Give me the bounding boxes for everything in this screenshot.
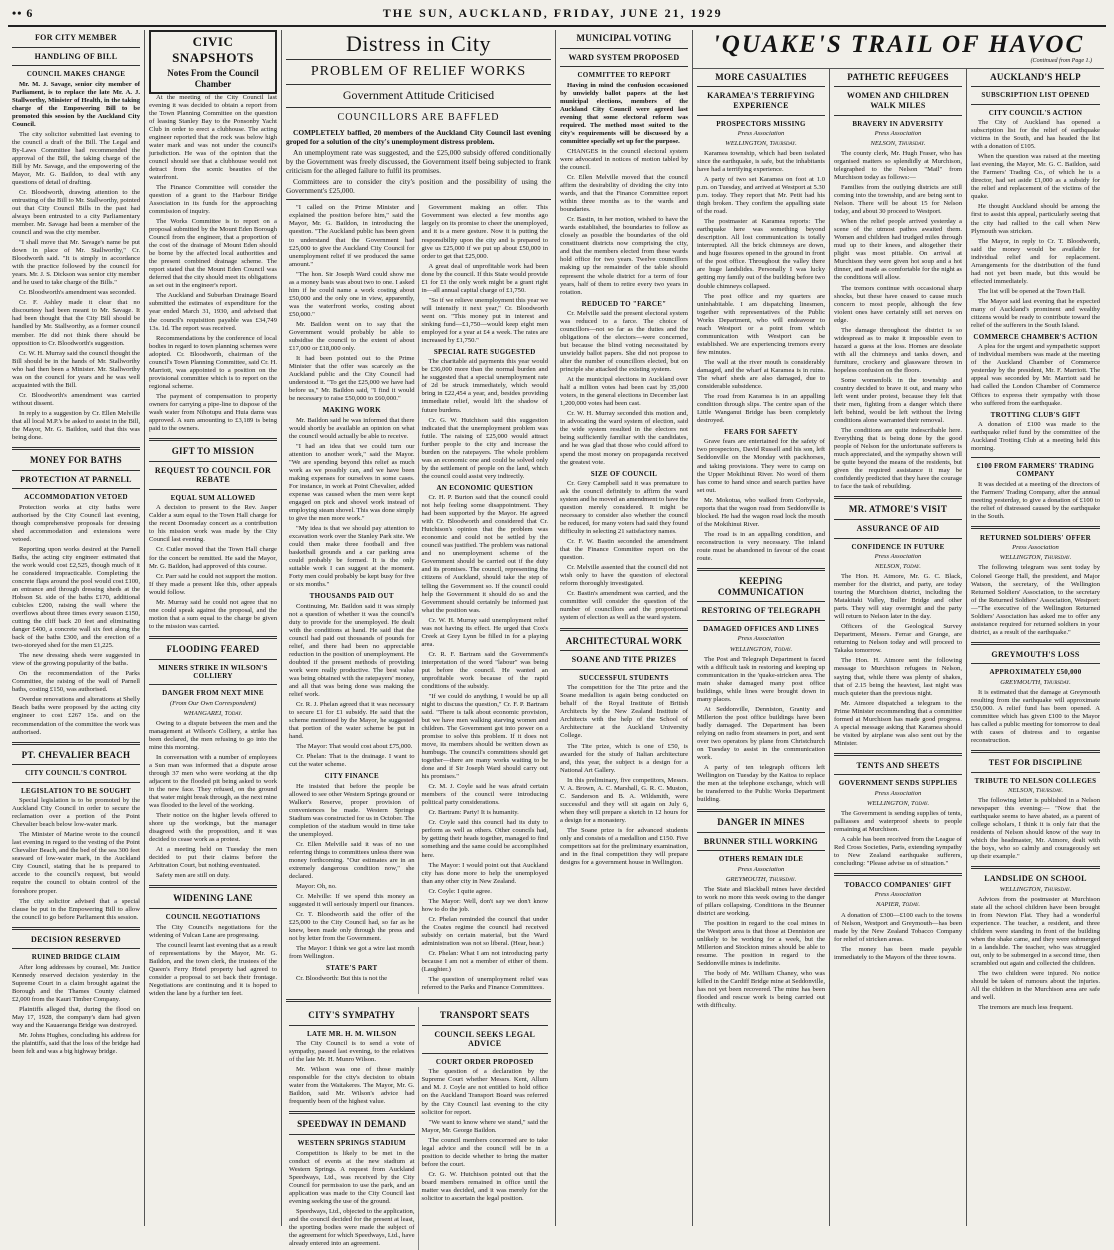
headline-decision-reserved: DECISION RESERVED xyxy=(31,934,121,944)
column-aucklands-help xyxy=(967,69,1104,1226)
article-paragraph: Cr. Ellen Melville said it was of no use referring things to committees unless there was money forthcoming. "Our estimates are in an extremely dangerous condition now," she declared. xyxy=(289,840,415,880)
subhead-accommodation: ACCOMMODATION VETOED xyxy=(24,493,128,502)
article-paragraph: Grave fears are entertained for the safety of two prospectors, David Russell and his son, left Seddonville on the Monday with packhorses, and taking provisions. They were to camp on the Upper Mokihinui River. No word of them has come to hand since and search parties have set out. xyxy=(697,438,825,494)
quake-section xyxy=(693,30,1104,1226)
article-paragraph: The question of a declaration by the Supreme Court whether Messrs. Kent, Allum and M. J. Coyle are not entitled to hold office on the Auckland Transport Board was referred by the City Council last evening to the city solicitor for report. xyxy=(421,1068,548,1116)
article-paragraph: Protection works at city baths were authorised by the City Council last evening, though comprehensive proposals for dressing shed accommodation and extensions were vetoed. xyxy=(12,503,140,543)
crosshead: SPECIAL RATE SUGGESTED xyxy=(433,347,536,356)
article-paragraph: Mr. Wilson was one of those mainly responsible for the city's decision to obtain water from the Waitakeres. The Mayor, Mr. G. Baildon, said Mr. Wilson's advice had frequently been of the highest value. xyxy=(289,1066,415,1106)
article-paragraph: "So if we relieve unemployment this year we will intensify it next year," Cr. Bloodworth went on. "This money put in interest and sinking fund—£1,750—would keep eight men employed for a year at £4 a week. The rates are increased by £1,750." xyxy=(421,296,548,344)
headline-quake-trail: 'QUAKE'S TRAIL OF HAVOC xyxy=(712,31,1085,58)
article-lead: COMPLETELY baffled, 20 members of the Auckland City Council last evening groped for a solution of the city's unemployment distress problem. xyxy=(286,128,551,147)
article-paragraph: "If we could do anything, I would be up all night to discuss the question," Cr. F. P. Bartram said. "There is talk about economic provision, but we have men walking starving women and children. The Government got into power on a promise to solve this problem. If it does not move, its members should be written down as humbugs. The council's committees should get together—there are many works waiting to be done and if Sir Joseph Ward should carry out his promises." xyxy=(421,692,548,781)
article-paragraph: "My idea is that we should pay attention to excavation work over the Stanley Park site. We could then make three football and five basketball grounds and a car parking area could probably be formed. It is the only suitable work I can suggest at the moment. Forty men could probably be kept busy for five or six months." xyxy=(289,524,415,589)
article-paragraph: A party of two set Karamea on foot at 1.0 p.m. on Tuesday, and arrived at Westport at 5.30 p.m. today. They report that Mr. Petit had his thigh broken. They confirm the appalling state of the road. xyxy=(697,176,825,216)
crosshead: THOUSANDS PAID OUT xyxy=(309,592,394,601)
article-paragraph: He insisted that before the people be allowed to see other Western Springs ground or Walker's Reserve, proper provision of conveniences be made. Western Springs Stadium was constructed for us in October. The completion of the stadium would in time take the unemployed. xyxy=(289,782,415,838)
crosshead: REDUCED TO "FARCE" xyxy=(581,299,667,308)
subhead-councillors-baffled: COUNCILLORS ARE BAFFLED xyxy=(337,111,500,123)
subhead-telegraph: RESTORING OF TELEGRAPH xyxy=(701,606,821,616)
article-paragraph: A donation of £100 was made to the earthquake relief fund by the committee of the Auckland Trotting Club at a meeting held this morning. xyxy=(971,420,1100,453)
article-paragraph: The tremors continue with occasional sharp shocks, but these have ceased to cause much concern to most people, although the few violent ones have certainly still set nerves on edge. xyxy=(834,284,962,324)
column-municipal-voting xyxy=(556,30,693,1226)
article-paragraph: A donation of £300—£100 each to the towns of Nelson, Westport and Greymouth—has been made by the New Zealand Tobacco Company for relief of stricken areas. xyxy=(834,911,962,943)
civic-snapshots-box xyxy=(149,30,277,94)
masthead xyxy=(8,6,1106,27)
article-paragraph: "I had an idea that we could turn our attention to another work," said the Mayor. "We are spending beyond this relief as much work as we possibly can, and we have been making expenses for ourselves in some cases. For instance, in work at Point Chevalier, added expense was caused when the men were kept engaged on pick and shovel work instead of employing steam shovel. This was done simply to give the men more work." xyxy=(289,442,415,522)
article-paragraph: Cr. R. F. Bartram said the Government's interpretation of the word "labour" was being put before the council. He wanted an unprofitable work because of the rapid conditions of the subsidy. xyxy=(421,650,548,690)
article-paragraph: The city solicitor advised that a special clause be put in the Empowering Bill to allow the council to go before Parliament this session. xyxy=(12,897,140,921)
subhead-nelson-colleges: TRIBUTE TO NELSON COLLEGES xyxy=(974,776,1097,785)
headline-pathetic-refugees: PATHETIC REFUGEES xyxy=(847,71,949,82)
article-paragraph: Some womenfolk in the township and country decided to brave it out, and many who left went under protest, because they felt that their men, fighting from a danger which there left behind, would be left without the living conditions alone warranted their removal. xyxy=(834,376,962,424)
article-paragraph: A cable has been received from the League of Red Cross Societies, Paris, extending sympathy to New Zealand earthquake sufferers, concluding: "Please advise us of situation." xyxy=(834,835,962,868)
headline-farmers-trading: £100 FROM FARMERS' TRADING COMPANY xyxy=(976,462,1095,479)
subhead-city-control: CITY COUNCIL'S CONTROL xyxy=(25,769,127,778)
article-paragraph: The council members concerned are to take legal advice and the council will be in a position to decide whether to bring the matter before the court. xyxy=(421,1136,548,1168)
article-paragraph: On the recommendation of the Parks Committee, the raising of the wall of Parnell baths, costing £150, was authorised. xyxy=(12,670,140,694)
headline-danger-mines: DANGER IN MINES xyxy=(717,817,805,828)
subhead-council-change: COUNCIL MAKES CHANGE xyxy=(26,70,126,79)
headline-returned-soldiers: RETURNED SOLDIERS' OFFER xyxy=(979,534,1092,543)
subhead-relief-works: PROBLEM OF RELIEF WORKS xyxy=(310,64,527,80)
article-paragraph: The Mayor: I think we got a wire last month from Wellington. xyxy=(289,945,415,961)
article-paragraph: Cr. Bloodworth's amendment was seconded. xyxy=(19,289,136,297)
dateline: NELSON, Thursday. xyxy=(1007,786,1064,794)
article-paragraph: Cr. F. W. Bastin seconded the amendment that the Finance Committee report on the question. xyxy=(560,538,688,562)
article-paragraph: The Soane prize is for advanced students only and consists of a medallion and £150. Five competitors sat for the preliminary examination, and in the final competition they will prepare designs for a government house in Wellington. xyxy=(560,826,688,866)
article-paragraph: The Mayor said last evening that he expected many of Auckland's prominent and wealthy citizens would be ready to contribute toward the relief of the sufferers in the South Island. xyxy=(971,297,1100,329)
crosshead: AN ECONOMIC QUESTION xyxy=(436,483,534,492)
article-paragraph: The question of unemployment relief was referred to the Parks and Finance Committees. xyxy=(421,975,548,991)
article-paragraph: The money has been made payable immediately to the Mayors of the three towns. xyxy=(834,945,962,961)
article-paragraph: The Tite prize, which is one of £50, is awarded for the study of Italian architecture and, this year, the subject is a design for a National Art Gallery. xyxy=(560,742,688,774)
headline-landslide-school: LANDSLIDE ON SCHOOL xyxy=(984,874,1087,884)
subhead-miners-strike: MINERS STRIKE IN WILSON'S COLLIERY xyxy=(158,663,268,680)
headline-city-member: FOR CITY MEMBER xyxy=(35,33,117,42)
article-paragraph: Reporting upon works desired at the Parnell Baths, the acting city engineer estimated that the work would cost £2,525, though much of it he considered impracticable. Completing the concrete flaps around the pool would cost £100, an entrance and through dressing sheds at the Hobson St. side of the baths £170, additional cubicles £200, raising the wall where the overflows about three times every season £150, cutting the cliff back 20 feet and eliminating danger £400, a concrete wall six feet along the back of the baths £300, and the erection of a two-storeyed shed for the men £1,225. xyxy=(12,545,140,650)
headline-speedway: SPEEDWAY IN DEMAND xyxy=(297,1119,407,1130)
article-paragraph: The list will be opened at the Town Hall. xyxy=(978,287,1086,295)
article-paragraph: When the relief people arrived yesterday a scene of the utmost pathos awaited them. Women and children had trudged miles through mud up to their knees, and altogether their plight was most pitiable. On arrival at Murchison they were given hot soup and a hot dinner, and made as comfortable for the night as the conditions will allow. xyxy=(834,218,962,282)
article-paragraph: Mr. Johns Hughes, concluding his address for the plaintiffs, said that the loss of the bridge had been felt and was a big highway bridge. xyxy=(12,1031,140,1055)
sympathy-article xyxy=(286,1007,419,1250)
crosshead: STATE'S PART xyxy=(326,964,378,973)
headline-more-casualties: MORE CASUALTIES xyxy=(715,71,807,82)
continued-note: (Continued from Page 1.) xyxy=(1030,58,1092,65)
subhead-equal-sum: EQUAL SUM ALLOWED xyxy=(170,493,256,502)
article-paragraph: He thought Auckland should be among the first to assist this appeal, particularly seeing that the city had rallied to the call when New Plymouth was stricken. xyxy=(971,203,1100,235)
article-paragraph: The county clerk, Mr. Hugh Fraser, who has organised matters so splendidly at Murchison, telegraphed to the Nelson "Mail" from Murchison today as follows:— xyxy=(834,150,962,182)
article-paragraph: Officers of the Geological Survey Department, Messrs. Ferrar and Grange, are returning to Nelson today and will proceed to Takaka tomorrow. xyxy=(834,623,962,655)
headline-pt-chevalier: PT. CHEVALIER BEACH xyxy=(21,749,131,760)
headline-keeping-communication: KEEPING COMMUNICATION xyxy=(717,575,805,597)
article-paragraph: The position in regard to the coal mines in the Westport area is that those at Denniston are unlikely to be working for a week, but the Millerton and Stockton mines should be able to resume. The position in regard to the Seddonville mines is indefinite. xyxy=(697,920,825,968)
dateline: GREYMOUTH, Thursday. xyxy=(1000,678,1071,686)
article-paragraph: Cr. Bloodworth's amendment was carried without dissent. xyxy=(12,391,140,407)
article-paragraph: "I shall move that Mr. Savage's name be put down in place of Mr. Stallworthy," Cr. Bloodworth said. "It is simply in accordance with the practice followed by the council for years. Mr. J. S. Dickson was senior city member and he used to take charge of the Bills." xyxy=(12,239,140,287)
article-paragraph: "The hon. Sir Joseph Ward could show me as a money basis was about two to one. I asked him if he could name a work costing about £50,000 and the only one in view, apparently, was the waterfront works, costing about £50,000." xyxy=(289,270,415,318)
article-paragraph: Cr. T. Bloodworth said the offer of the £25,000 to the City Council had, so far as he knew, been made only through the press and not by letter from the Government. xyxy=(289,911,415,943)
headline-greymouth-loss: GREYMOUTH'S LOSS xyxy=(991,649,1080,659)
article-paragraph: The Mayor: That would cost about £75,000. xyxy=(296,743,413,751)
distress-right-column xyxy=(419,204,552,994)
article-paragraph: The two children were injured. No notice should be taken of rumours about the injuries. All the children in the Murchison area are safe and well. xyxy=(971,970,1100,1002)
article-paragraph: At the meeting of the City Council last evening it was decided to obtain a report from the Town Planning Committee on the question of leasing Stanley Bay to the Ponsonby Yacht Club in order to erect a clubhouse. The acting engineer reported that the rock was below high water mark and was not under the council's jurisdiction. He was of the opinion that the council should see that a clubhouse would not detract from the scenic beauties of the waterfront. xyxy=(149,93,277,181)
article-paragraph: When the question was raised at the meeting last evening, the Mayor, Mr. G. C. Baildon, said the Farmers' Trading Co., of which he is a director, had set aside £1,000 as a subsidy for the relief and replacement of the victims of the quake. xyxy=(971,153,1100,201)
article-paragraph: A decision to present to the Rev. Jasper Calder a sum equal to the Town Hall charge for the recent Doomsday concert as a contribution to his mission work was made by the City Council last evening. xyxy=(149,504,277,544)
byline: Press Association xyxy=(874,789,922,797)
article-paragraph: Cr. Melville assented that the council did not wish only to have the question of electoral reform thoroughly investigated. xyxy=(560,564,688,588)
subhead-handling-bill: HANDLING OF BILL xyxy=(34,51,118,61)
article-paragraph: The post office and my quarters are uninhabitable. I am dispatching linesmen, together with representatives of the Public Works Department, who will endeavour to reach Westport or a point from which communication with Westport can be established. We are experiencing tremors every few minutes. xyxy=(697,292,825,356)
article-paragraph: A plea for the urgent and sympathetic support of individual members was made at the meeting of the Auckland Chamber of Commerce yesterday by the president, Mr. F. Marriott. The appeal was seconded by Mr. Marriott said he had called the London Chamber of Commerce Offices to express their sympathy with those who suffered from the earthquake. xyxy=(971,343,1100,407)
subhead-government-supplies: GOVERNMENT SENDS SUPPLIES xyxy=(838,779,958,788)
article-paragraph: Cr. Coyle said this council had its duty to perform as well as others. Other councils had, by getting their heads together, managed to find something and the same could be accomplished here. xyxy=(421,819,548,859)
article-paragraph: The payment of compensation to property owners for carrying a pipe-line to dispose of the wash water from Nihotupu and Huia dams was approved. A sum amounting to £3,189 is being paid to the owners. xyxy=(149,392,277,432)
subhead-government-attitude: Government Attitude Criticised xyxy=(342,88,495,103)
dateline: WELLINGTON, Thursday. xyxy=(725,139,797,147)
byline: Press Association xyxy=(737,129,785,137)
headline-atmore-visit: MR. ATMORE'S VISIT xyxy=(848,504,948,515)
article-paragraph: After long addresses by counsel, Mr. Justice Kennedy reserved decision yesterday in the Supreme Court in a claim brought against the Borough and the Thames County claimed £2,000 from the Kauri Timber Company. xyxy=(12,963,140,1003)
article-paragraph: In conversation with a number of employees a Sun man was informed that a dispute arose through 37 men who were working at the dip adjacent to the flooded pit being asked to work in the new face. They refused, on the ground that water might break through, as the next mine was flooded to the level of the working. xyxy=(149,753,277,810)
article-paragraph: Cr. Melville: If we spend this money as suggested it will seriously imperil our finances. xyxy=(289,893,415,909)
article-paragraph: Owing to a dispute between the men and the management at Wilson's Colliery, a strike has been declared, the men refusing to go into the mine this morning. xyxy=(149,719,277,751)
article-paragraph: "I called on the Prime Minister and explained the position before him," said the Mayor, Mr. G. Baildon, in introducing the question. "The Auckland public has been given to understand that the Government had £25,000 to give the Auckland City Council for unemployment relief if we produced the same amount." xyxy=(289,204,415,268)
article-paragraph: The Mayor, in reply to Cr. T. Bloodworth, said the money would be available for individual relief and for replacement. Arrangements for the distribution of the fund had not yet been made, but this would be effected immediately. xyxy=(971,237,1100,285)
byline: Press Association xyxy=(874,553,922,561)
subhead-bridge-claim: RUINED BRIDGE CLAIM xyxy=(31,953,121,962)
article-paragraph: Cr. Coyle: I quite agree. xyxy=(428,887,492,895)
article-paragraph: Cr. W. H. Murray said unemployment relief was not having its effect. He urged that Cox's Creek at Grey Lynn be filled in for a playing area. xyxy=(421,616,548,648)
article-paragraph: Cr. Bloodworth, drawing attention to the entrusting of the Bill to Mr. Stallworthy, pointed out that City Council Bills in the past had always been entrusted to a city Parliamentary member. Mr. Savage had been a member of the council and was the city member. xyxy=(12,188,140,237)
headline-architectural: ARCHITECTURAL WORK xyxy=(565,635,683,646)
article-paragraph: Karamea township, which had been isolated since the earthquake, is safe, but the inhabitants have had a terrifying experience. xyxy=(697,150,825,174)
article-paragraph: The postmaster at Karamea reports: The earthquake here was something beyond description. All lost communication is totally interrupted. All the brick chimneys are down, and huge fissures opened in the ground in front of the post office. Throughout the valley there are huge landslides. Personally I was lucky getting my family out of the building before two double chimneys collapsed. xyxy=(697,218,825,290)
distress-left-column xyxy=(286,204,419,994)
article-paragraph: Mayor: Oh, no. xyxy=(296,882,337,890)
article-paragraph: Cr. Parr said he could not support the motion. If they made a present like this, other appeals would follow. xyxy=(149,572,277,596)
subhead-committee-report: COMMITTEE TO REPORT xyxy=(577,71,671,80)
article-paragraph: Advices from the postmaster at Murchison state all the school children have been brought in from Newton Flat. They had a wonderful experience. The teacher, a resident, and three children were standing in front of the building when the shake came, and they were submerged in a landslide. The teacher, who was struggled out, only to be submerged in a second time, then scrambled out again and collected the children. xyxy=(971,895,1100,968)
article-paragraph: Families from the outlying districts are still coming into the township, and are being sent to Nelson. There will be about 15 for Nelson today, and about 30 proceed to Westport. xyxy=(834,184,962,216)
column-pathetic-refugees xyxy=(830,69,967,1226)
headline-tobacco-gift: TOBACCO COMPANIES' GIFT xyxy=(844,881,952,890)
article-paragraph: Cr. Melville said the present electoral system was reduced to a farce. The choice of councillors—not so far as the duties and the obligations of the electors—were concerned, but because the blind voting necessitated by unwieldy ballot papers. She did not propose to alter the number of councillors elected, but on principle she attacked the existing system. xyxy=(560,309,688,374)
transport-article xyxy=(419,1007,552,1250)
crosshead: TROTTING CLUB'S GIFT xyxy=(990,410,1081,419)
subhead-brunner: BRUNNER STILL WORKING xyxy=(703,836,819,846)
article-paragraph: The damage throughout the district is so widespread as to make it impossible even to hazard a guess at the loss. Homes are desolate with all the chimneys and tanks down, and furniture, crockery and glassware thrown in hopeless confusion on the floors. xyxy=(834,326,962,374)
byline: Press Association xyxy=(737,635,785,643)
civic-snapshots-subtitle: Notes From the Council Chamber xyxy=(167,67,259,89)
article-paragraph: Mr. Baildon said he was informed that there would shortly be available an opinion on what the council would actually be able to receive. xyxy=(289,416,415,440)
column-civic-snapshots xyxy=(145,30,282,1226)
article-paragraph: It was decided at a meeting of the directors of the Farmers' Trading Company, after the annual meeting yesterday, to give a donation of £100 to the relief of distressed caused by the earthquake in the South. xyxy=(971,480,1100,520)
dateline: WELLINGTON, Thursday. xyxy=(999,554,1072,562)
subhead-legal-advice: COUNCIL SEEKS LEGAL ADVICE xyxy=(434,1029,536,1049)
article-paragraph: Cr. R. J. Phelan agreed that it was necessary to secure £1 for £1 subsidy. He said that the scheme mentioned by the Mayor, he suggested that portion of the water scheme be put in hand. xyxy=(289,700,415,741)
subhead-bravery: BRAVERY IN ADVERSITY xyxy=(852,119,944,128)
subhead-women-children: WOMEN AND CHILDREN WALK MILES xyxy=(846,91,950,110)
article-paragraph: The Government is sending supplies of tents, palliasses and waterproof sheets to people remaining at Murchison. xyxy=(834,809,962,833)
article-paragraph: Recommendations by the conference of local bodies in regard to town planning schemes were adopted. Cr. Bloodworth, chairman of the council's Town Planning Committee, said Cr. H. Marriott, was appointed to a position on the provisional committee which is to report on the regional scheme. xyxy=(149,334,277,390)
headline-flooding: FLOODING FEARED xyxy=(166,643,260,654)
article-paragraph: The City Council's negotiations for the widening of Vulcan Lane are progressing. xyxy=(149,923,277,939)
article-paragraph: The following telegram was sent today by Colonel George Hall, the president, and Major Watson, the secretary, of the Wellington Returned Soldiers' Association, to the secretary of the Returned Soldiers' Association, Westport:—"The executive of the Wellington Returned Soldiers' Association has asked me to offer any assistance required for returned soldiers in your district, as a result of the earthquake." xyxy=(971,564,1100,636)
byline: (From Our Own Correspondent) xyxy=(169,699,257,707)
article-paragraph: Committees are to consider the city's position and the possibility of using the Government's £25,000. xyxy=(286,177,551,196)
byline: Press Association xyxy=(1012,544,1059,552)
subhead-court-order: COURT ORDER PROPOSED xyxy=(435,1058,534,1066)
article-paragraph: A great deal of unprofitable work had been done by the council. If this State would provide £1 for £1 the only work might be a grant right in—all annual capital charge of £1,750. xyxy=(421,262,548,294)
article-paragraph: Cr. W. H. Murray seconded this motion and, in advocating the ward system of election, said the wide system resulted in the electors not being sufficiently familiar with the candidates, and he was glad that those who could afford to spend the most money on propaganda received the greatest vote. xyxy=(560,410,688,466)
article-paragraph: The new dressing sheds were suggested in view of the growing popularity of the baths. xyxy=(12,652,140,668)
article-paragraph: Cr. Cutler moved that the Town Hall charge for the concert be remitted. He said the Mayor, Mr. G. Baildon, had approved of this course. xyxy=(149,546,277,570)
article-paragraph: Cr. M. J. Coyle said he was afraid certain members of the council were introducing political party considerations. xyxy=(421,783,548,807)
column-city-member xyxy=(8,30,145,1226)
article-paragraph: The wall at the river mouth is considerably damaged, and the wharf at Karamea is in ruins. The wharf sheds are also damaged, due to considerable subsidence. xyxy=(697,358,825,390)
crosshead: SIZE OF COUNCIL xyxy=(590,469,658,478)
article-paragraph: It had been pointed out to the Prime Minister that the offer was scarcely as the Auckland public and the City Council had understood it. "To get the £25,000 we have had before us," Mr. Baildon said, "I find it would be necessary to raise £50,000 to £60,000." xyxy=(289,354,415,403)
article-paragraph: The road is in an appalling condition, and reconstruction is very necessary. The inland route must be abandoned in favour of the coast route. xyxy=(697,530,825,562)
headline-city-sympathy: CITY'S SYMPATHY xyxy=(308,1010,396,1021)
article-paragraph: The Finance Committee will consider the question of a grant to the Harbour Bridge Association in its funds for the approaching commission of inquiry. xyxy=(149,184,277,216)
article-paragraph: In reply to a suggestion by Cr. Ellen Melville that all local M.P.'s be asked to assist in the Bill, the Mayor, Mr. G. Baildon, said that this was being done. xyxy=(12,409,140,441)
article-paragraph: Cr. W. H. Murray said the council thought the Bill should be in the hands of Mr. Stallworthy who had then been a Minister. Mr. Stallworthy was on the council for years and he was well acquainted with the Bill. xyxy=(12,349,140,389)
subhead-ward-system: WARD SYSTEM PROPOSED xyxy=(568,52,680,62)
subhead-council-action: CITY COUNCIL'S ACTION xyxy=(988,108,1083,117)
article-paragraph: Mr. Baildon went on to say that the Government would probably be able to subsidise the council to the extent of about £17,000 or £18,000 only. xyxy=(289,320,415,352)
article-paragraph: Their notice on the higher levels offered to shore up the workings, but the manager disagreed with the proposition, and it was decided to cease work as a protest. xyxy=(149,812,277,844)
column-distress-in-city xyxy=(282,30,556,1247)
subhead-damaged-offices: DAMAGED OFFICES AND LINES xyxy=(703,625,819,634)
crosshead: COMMERCE CHAMBER'S ACTION xyxy=(973,332,1098,341)
byline: Press Association xyxy=(874,129,922,137)
article-paragraph: Cr. Grey Campbell said it was premature to ask the council definitely to affirm the ward system and he moved an amendment to have the question merely considered. It might be necessary to consider also whether the council be reduced, for many voters had said they found difficulty in selecting 21 satisfactory names. xyxy=(560,479,688,536)
article-paragraph: Government making an offer. This Government was elected a few months ago largely on its promise to cheer the unemployed, and it is a mere gesture. Now it is putting the responsibility upon the city and is prepared to give us £25,000 if we put up about £50,000 in order to get that £25,000. xyxy=(421,204,548,260)
subhead-legislation: LEGISLATION TO BE SOUGHT xyxy=(20,786,132,795)
dateline: GREYMOUTH, Thursday. xyxy=(725,875,797,883)
subhead-late-wilson: LATE MR. H. M. WILSON xyxy=(307,1029,397,1038)
dateline: NELSON, Thursday. xyxy=(870,139,926,147)
headline-municipal-voting: MUNICIPAL VOTING xyxy=(576,33,672,43)
article-paragraph: Cr. Phelan: What I am not introducing party because I am not a member of either of them. (Laughter.) xyxy=(421,949,548,973)
article-paragraph: Cr. Phelan reminded the council that under the Coates regime the council had received subsidy on certain material, but the Ward administration was not so liberal. (Hear, hear.) xyxy=(421,915,548,947)
article-paragraph: The Hon. H. Atmore, Mr. G. C. Black, member for the district, and party, are today touring the Murchison district, including the Matakitaki Valley, Buller Bridge and other parts. They will stay overnight and the party will return to Nelson later in the day. xyxy=(834,573,962,621)
article-paragraph: The body of Mr. William Chaney, who was killed in the Cardiff Bridge mine at Seddonville, has not yet been recovered. The mine has been flooded and rescue work is being carried out with difficulty. xyxy=(697,970,825,1010)
subhead-karamea: KARAMEA'S TERRIFYING EXPERIENCE xyxy=(707,91,815,110)
subhead-negotiations: COUNCIL NEGOTIATIONS xyxy=(165,913,261,922)
article-paragraph: The State and Blackball mines have decided to work no more this week owing to the danger of pillars collapsing. Conditions in the Brunner district are working. xyxy=(697,885,825,918)
article-paragraph: The city solicitor submitted last evening to the council a draft of the Bill. The Legal and By-Laws Committee had recommended the approval of the Bill, the taking charge of the Bill by Mr. Savage, and the empowering of the Mayor, Mr. G. Baildon, to deal with any questions of detail of drafting. xyxy=(12,130,140,186)
article-paragraph: Safety men are still on duty. xyxy=(156,872,230,880)
article-lead: Having in mind the confusion occasioned by unwieldy ballot papers at the last municipal elections, members of the Auckland City Council were agreed last evening that some electoral reform was required. The method most suited to the city's requirements will be discussed by a committee specially set up for the purpose. xyxy=(560,81,688,145)
article-paragraph: Cr. G. W. Hutchison said this suggestion indicated that the unemployment problem was futile. The raising of £25,000 would attract further people to the city and increase the burden on the ratepayers. The whole problem was an economic one and could be solved only by the settlement of people on the land, which the council could assist very indirectly. xyxy=(421,416,548,480)
article-paragraph: At Seddonville, Denniston, Granity and Millerton the post office buildings have been badly damaged. The Department has been relying on radio from steamers in port, and sent over two operators by plane from Christchurch on Tuesday to assist in the communication work. xyxy=(697,705,825,761)
subhead-confidence: CONFIDENCE IN FUTURE xyxy=(851,542,945,551)
crosshead: MAKING WORK xyxy=(322,406,381,415)
article-paragraph: CHANGES in the council electoral system were advocated in notices of motion tabled by the council. xyxy=(560,148,688,172)
headline-widening-lane: WIDENING LANE xyxy=(173,893,253,904)
dateline: WELLINGTON, Today. xyxy=(729,645,793,653)
article-paragraph: Mr. Mokotua, who walked from Corbyvale, reports that the wagon road from Seddonville is blocked. He had the wagon road lock the mouth of the Mokihinui River. xyxy=(697,496,825,528)
headline-aucklands-help: AUCKLAND'S HELP xyxy=(990,71,1081,82)
dateline: NAPIER, Today. xyxy=(875,901,921,909)
article-paragraph: The City of Auckland has opened a subscription list for the relief of earthquake victims in the South, and has headed the list with a donation of £105. xyxy=(971,119,1100,151)
headline-test-discipline: TEST FOR DISCIPLINE xyxy=(988,757,1083,767)
article-paragraph: Overdue renovations and alterations at Shelly Beach baths were proposed by the acting city engineer to cost £267 15s. and on the recommendation of the committee the work was authorised. xyxy=(12,696,140,736)
article-paragraph: Cr. Bloodworth: But this is not the xyxy=(296,974,388,982)
civic-snapshots-title: CIVIC SNAPSHOTS xyxy=(172,34,254,65)
article-paragraph: The charitable aid payments this year would be £36,000 more than the normal burden and he suggested that a special unemployment rate of 2d be struck immediately, which would bring in £22,454 a year, and, besides providing immediate relief, would lift the shadow of future burdens. xyxy=(421,358,548,414)
article-paragraph: Cr. Bastin, in her motion, wished to have the wards established, the boundaries to follow as closely as possible the boundaries of the old constituent districts now comprising the city, and that the members elected from these wards hold office for two years. Twelve councillors making up the remainder of the table should represent the whole district for a term of four years, half of them to retire every two years in rotation. xyxy=(560,216,688,296)
subhead-approx-50000: APPROXIMATELY £50,000 xyxy=(989,668,1082,677)
article-paragraph: The Mayor: Well, don't say we don't know how to do the job. xyxy=(421,897,548,913)
byline: Press Association xyxy=(737,865,785,873)
article-paragraph: Cr. Bastin's amendment was carried, and the committee will consider the question of the number of councillors and the proportional system of election as well as the ward system. xyxy=(560,590,688,622)
article-paragraph: Special legislation is to be promoted by the Auckland City Council in order to secure the reclamation over a portion of the Point Chevalier beach below low-water mark. xyxy=(12,797,140,829)
article-paragraph: Cr. Bartram: Party! It is humanity. xyxy=(428,809,519,817)
article-paragraph: The competition for the Tite prize and the Soane medallion is again being conducted on behalf of the Royal Institute of British Architects by the New Zealand Institute of Architects with the help of the School of Architecture at the Auckland University College. xyxy=(560,684,688,740)
article-paragraph: Continuing, Mr. Baildon said it was simply not a question of whether it was the council's duty to provide for the unemployed. He dealt with the conditions at hand. He said that the council had paid out thousands of pounds for relief, and there had been no appreciable reduction in the position of unemployment. He doubted if the present methods of providing work were really productive. The best value was being obtained with the ratepayers' money, and all that was being done was making the relief work. xyxy=(289,602,415,698)
dateline: NELSON, Today. xyxy=(875,563,921,571)
article-paragraph: The Mayor: I would point out that Auckland city has done more to help the unemployed than any other city in New Zealand. xyxy=(421,861,548,885)
article-paragraph: Cr. F. Ashley made it clear that no discourtesy had been meant to Mr. Savage. It had been thought that the City Bill should be handled by Mr. Stallworthy, as a former council member. He did not think there should be opposition to Cr. Bloodworth's suggestion. xyxy=(12,299,140,347)
article-paragraph: The conditions are quite indescribable here. Everything that is being done by the good people of Nelson for the unfortunate sufferers is much appreciated, and the sympathy shown will be quite beyond the means of the residents, but given the required assistance it may be confidently predicted that they have the courage to face the task of rebuilding. xyxy=(834,427,962,491)
article-lead: Mr. M. J. Savage, senior city member of Parliament, is to replace the late Mr. A. J. Stallworthy, Minister of Health, in the taking charge of the Empowering Bill to be promoted this session by the Auckland City Council. xyxy=(12,80,140,128)
subhead-prospectors: PROSPECTORS MISSING xyxy=(716,119,806,128)
subhead-subscription-list: SUBSCRIPTION LIST OPENED xyxy=(981,91,1090,100)
article-paragraph: Mr. Murray said he could not agree that no one could speak against the proposal, and the motion that a sum equal to the charge be given to the mission was carried. xyxy=(149,598,277,630)
subhead-successful-students: SUCCESSFUL STUDENTS xyxy=(579,673,669,682)
column-more-casualties xyxy=(693,69,830,1226)
article-paragraph: The City Council is to send a vote of sympathy, passed last evening, to the relatives of the late Mr. H. Munro Wilson. xyxy=(289,1040,415,1064)
masthead-title: THE SUN, AUCKLAND, FRIDAY, JUNE 21, 1929 xyxy=(382,6,723,20)
subhead-assurance: ASSURANCE OF AID xyxy=(856,524,940,534)
article-paragraph: The Auckland and Suburban Drainage Board submitted the estimates of expenditure for the year ended March 31, 1930, and advised that the council's requisition payable was £34,749 13s. 1d. The report was received. xyxy=(149,292,277,332)
headline-distress: Distress in City xyxy=(346,31,491,56)
headline-tents-sheets: TENTS AND SHEETS xyxy=(856,760,940,770)
headline-transport-seats: TRANSPORT SEATS xyxy=(439,1010,530,1021)
dateline: WELLINGTON, Today. xyxy=(866,799,930,807)
article-paragraph: Competition is likely to be met in the conduct of events at the new stadium at Western Springs. A request from Auckland Speedways, Ltd., was received by the City Council for permission to use the park, and an application was made to the City Council last evening seeking the use of the ground. xyxy=(289,1149,415,1205)
article-paragraph: Mr. Atmore dispatched a telegram to the Prime Minister recommending that a committee formed at Murchison has made good progress. A special message asking that Karamea should be visited by airplane was also sent out by the Minister. xyxy=(834,699,962,747)
article-paragraph: It is estimated that the damage at Greymouth resulting from the earthquake will approximate £50,000. A relief fund has been opened. A committee which has given £100 to the Mayor has called a public meeting for tomorrow to deal with cases of distress and to organise reconstruction. xyxy=(971,688,1100,744)
subhead-parnell: PROTECTION AT PARNELL xyxy=(20,474,132,484)
article-paragraph: The Works Committee is to report on a proposal submitted by the Mount Eden Borough Council from the engineer, that a proportion of the cost of the drainage of Mount Eden should be borne by the affected local authorities and the present combined drainage scheme. The report stated that the Mount Eden Council was deferred that the city should meet its obligations as set out in the engineer's report. xyxy=(149,218,277,290)
headline-money-baths: MONEY FOR BATHS xyxy=(29,454,122,465)
article-paragraph: Cr. Phelan: That is the drainage. I want to cut the water scheme. xyxy=(289,753,415,769)
article-paragraph: The road from Karamea is in an appalling condition through slips. The centre span of the Little Wanganui Bridge has been completely destroyed. xyxy=(697,392,825,424)
article-paragraph: At the municipal elections in Auckland over half a million votes had been cast by 35,000 voters, in the general elections in December last 1,200,000 votes had been cast. xyxy=(560,376,688,408)
subhead-soane-tite: SOANE AND TITE PRIZES xyxy=(571,655,677,665)
article-paragraph: The Hon. H. Atmore sent the following message to Murchison refugees in Nelson, saying that, while there was plenty of shakes, that of 2.15 being the heaviest, last night was much quieter than the previous night. xyxy=(834,657,962,697)
article-paragraph: The council learnt last evening that as a result of representations by the Mayor, Mr. G. Baildon, and the town clerk, the trustees of the Queen's Ferry Hotel property had agreed to consider a proposal to set back their frontage. Negotiations are continuing and it is hoped to widen the lane by a further ten feet. xyxy=(149,941,277,997)
article-paragraph: Cr. Ellen Melville moved that the council affirm the desirability of dividing the city into wards, and that the Finance Committee report within three months as to the wards and boundaries. xyxy=(560,174,688,214)
headline-gift-mission: GIFT TO MISSION xyxy=(171,445,255,456)
dateline: WHANGAREI, Today. xyxy=(183,709,243,717)
article-paragraph: The tremors are much less frequent. xyxy=(978,1004,1073,1012)
article-paragraph: A party of ten telegraph officers left Wellington on Tuesday by the Kaitoa to replace the men at the telephone exchange, which will be transferred to the Public Works Department building. xyxy=(697,763,825,804)
article-paragraph: At a meeting held on Tuesday the men decided to put their claims before the Arbitration Court, but nothing eventuated. xyxy=(149,846,277,870)
article-paragraph: An unemployment rate was suggested, and the £25,000 subsidy offered conditionally by the Government was freely discussed, the Government itself being subjected to frank criticism for the alleged failure to fulfil its promises. xyxy=(286,148,551,176)
article-paragraph: Plaintiffs alleged that, during the flood on May 17, 1928, the company's dam had given way and the Kauaeranga Bridge was destroyed. xyxy=(12,1005,140,1029)
article-paragraph: The following letter is published in a Nelson newspaper this evening:— "Now that the earthquake seems to have abated, as a parent of college scholars, I think it is only fair that the residents of Nelson should know of the way in which the headmaster, Mr. Atmore, dealt with the boys, who so calmly and courageously set up their example." xyxy=(971,797,1100,861)
article-paragraph: Cr. H. P. Burton said that the council could not help feeling some disappointment. They had been supported by the Mayor. He agreed with Cr. Bloodworth and considered that Cr. Hutchison's opinion that the problem was economic and could not be settled by the council was justified. The problem was national and no unemployment scheme of the Government should be carried out if the duty and its promises. The council, representing the citizens of Auckland, should take the step of telling the Government so. If the council could help the Government it should do so and the Government should certainly be informed just what the position was. xyxy=(421,494,548,614)
subhead-western-springs: WESTERN SPRINGS STADIUM xyxy=(297,1139,406,1148)
subhead-danger-mine: DANGER FROM NEXT MINE xyxy=(162,689,264,698)
article-paragraph: Speedways, Ltd., objected to the application, and the council decided for the present at least, the sporting bodies were made the subject of the agreement for which Speedways, Ltd., have already entered into an agreement. xyxy=(289,1207,415,1247)
subhead-rebate: REQUEST TO COUNCIL FOR REBATE xyxy=(154,465,272,485)
article-paragraph: The Minister of Marine wrote to the council last evening in regard to the vesting of the Point Chevalier Beach, and the bed of the sea 300 feet seaward of low-water mark, in the Auckland City Council, stating that he is prepared to accede to the council's request, but would require the council to obtain control of the foreshore proper. xyxy=(12,831,140,895)
article-paragraph: Cr. G. W. Hutchison pointed out that the board members remained in office until the matter was decided, and it was merely for the solicitor to ascertain the legal position. xyxy=(421,1170,548,1202)
dateline: WELLINGTON, Thursday. xyxy=(999,885,1072,893)
page-marker: •• 6 xyxy=(12,6,34,20)
crosshead: FEARS FOR SAFETY xyxy=(724,428,798,437)
crosshead: CITY FINANCE xyxy=(324,772,379,781)
byline: Press Association xyxy=(874,891,922,899)
subhead-others-idle: OTHERS REMAIN IDLE xyxy=(718,855,804,864)
article-paragraph: The Post and Telegraph Department is faced with a difficult task in restoring and keeping up communication in the 'quake-stricken area. The main shake damaged many post office buildings, while lines were brought down in many places. xyxy=(697,655,825,703)
article-paragraph: "We want to know where we stand," said the Mayor, Mr. George Baildon. xyxy=(421,1118,548,1134)
article-paragraph: In this preliminary, five competitors, Messrs. V. A. Brown, A. C. Marshall, G. R. C. Muston, C. Sanderson and B. A. Wildsmith, were successful and they will sit again on July 6, when they will prepare a sketch in 12 hours for a design for a monastery. xyxy=(560,776,688,824)
